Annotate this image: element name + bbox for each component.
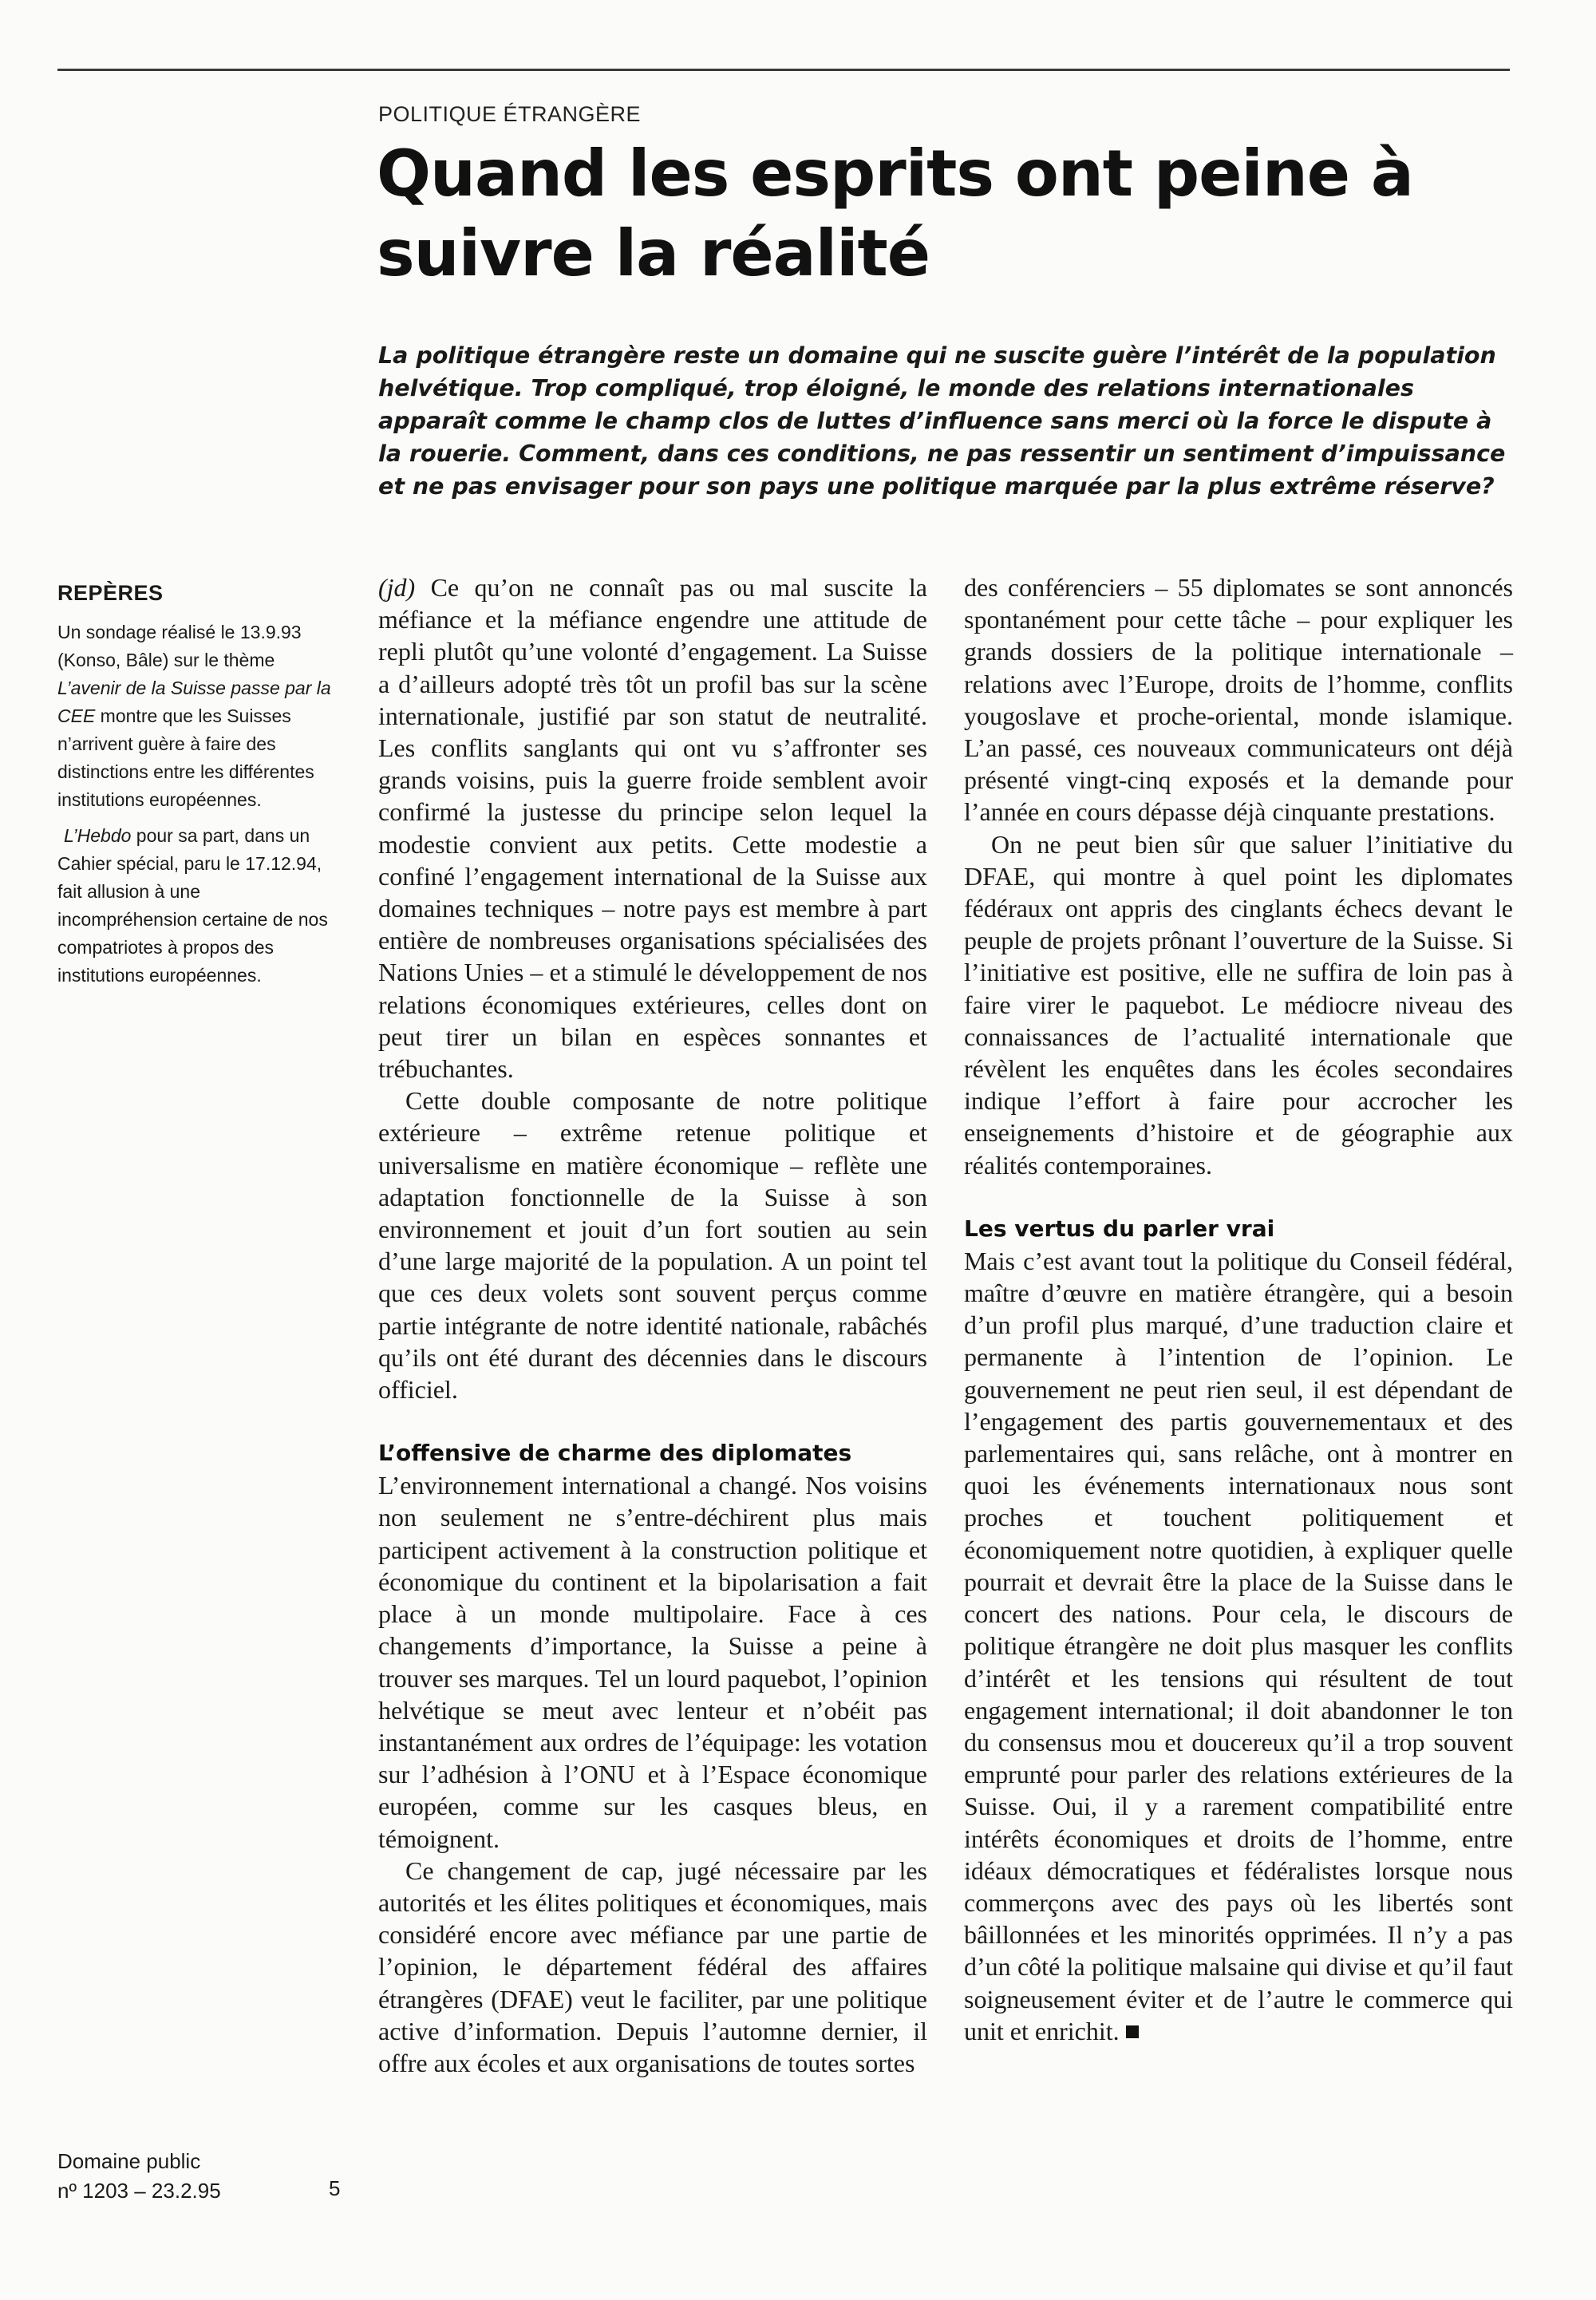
body-paragraph: Mais c’est avant tout la politique du Conseil fédéral, maître d’œuvre en matière étrangère, qui a besoin d’un profil plus marqué, d’une traduction claire et permanente à l’intention de l’opinion. Le gouvernement ne peut rien seul, il est dépendant de l’engagement des partis gouvernementaux et des parlementaires qui, sans relâche, ont à montrer en quoi les événements internationaux nous sont proches et touchent politiquement et économiquement notre quotidien, à expliquer quelle pourrait et devrait être la place de la Suisse dans le concert des nations. Pour cela, le discours de politique étrangère ne doit plus masquer les conflits d’intérêt et les tensions qui résultent de tout engagement international; il doit abandonner le ton du consensus mou et doucereux qu’il a trop souvent emprunté pour parler des relations extérieures de la Suisse. Oui, il y a rarement compatibilité entre intérêts économiques et droits de l’homme, entre idéaux démocratiques et fédéralistes lorsque nous commerçons avec des pays où les libertés sont bâillonnées et les minorités opprimées. Il n’y a pas d’un côté la politique malsaine qui divise et qu’il faut soigneusement éviter et de l’autre le commerce qui unit et enrichit. [964, 1246, 1513, 2045]
end-of-article-square-icon [1126, 2025, 1139, 2038]
body-paragraph: On ne peut bien sûr que saluer l’initiative du DFAE, qui montre à quel point les diplomates fédéraux ont appris des cinglants échecs devant le peuple de projets prônant l’ouverture de la Suisse. Si l’initiative est positive, elle ne suffira de loin pas à faire virer le paquebot. Le médiocre niveau des connaissances de l’actualité internationale que révèlent les enquêtes dans les écoles secondaires indique l’effort à faire pour accrocher les enseignements d’histoire et de géographie aux réalités contemporaines. [964, 829, 1513, 1180]
sidebar-reperes [57, 581, 338, 998]
article-column-1 [378, 571, 927, 2079]
article-title [377, 134, 1494, 294]
subheading-diplomates: L’offensive de charme des diplomates [378, 1440, 852, 1467]
body-paragraph: (jd) Ce qu’on ne connaît pas ou mal suscite la méfiance et la méfiance engendre une attitude de repli plutôt qu’une volonté d’engagement. La Suisse a d’ailleurs adopté très tôt un profil bas sur la scène internationale, justifié par son statut de neutralité. Les conflits sanglants qui ont vu s’affronter ses grands voisins, puis la guerre froide semblent avoir confirmé la justesse du principe selon lequel la modestie convient aux petits. Cette modestie a confiné l’engagement international de la Suisse aux domaines techniques – notre pays est membre à part entière de nombreuses organisations spécialisées des Nations Unies – et a stimulé le développement de nos relations économiques extérieures, celles dont on peut tirer un bilan en espèces sonnantes et trébuchantes. [378, 573, 927, 1084]
issue-info: nº 1203 – 23.2.95 [57, 2179, 221, 2203]
body-paragraph: L’environnement international a changé. Nos voisins non seulement ne s’entre-déchirent plus mais participent activement à la construction politique et économique du continent et la bipolarisation a fait place à un monde multipolaire. Face à ces changements d’importance, la Suisse a peine à trouver ses marques. Tel un lourd paquebot, l’opinion helvétique se meut avec lenteur et n’obéit pas instantanément aux ordres de l’équipage: les votation sur l’adhésion à l’ONU et à l’Espace économique européen, comme sur les casques bleus, en témoignent. [378, 1471, 927, 1853]
title-line-2: suivre la réalité [377, 216, 930, 290]
footer-publication [57, 2147, 361, 2206]
sidebar-cited-title: L’avenir de la Suisse passe par la CEE [57, 678, 331, 726]
top-rule [57, 69, 1510, 71]
subheading-parler-vrai: Les vertus du parler vrai [964, 1215, 1275, 1242]
body-paragraph: des conférenciers – 55 diplomates se sont annoncés spontanément pour cette tâche – pour expliquer les grands dossiers de la politique internationale – relations avec l’Europe, droits de l’homme, conflits yougoslave et proche-oriental, monde islamique. L’an passé, ces nouveaux communicateurs ont déjà présenté vingt-cinq exposés et la demande pour l’année en cours dépasse déjà cinquante prestations. [964, 573, 1513, 827]
article-column-2 [964, 571, 1513, 2047]
body-paragraph: Ce changement de cap, jugé nécessaire par les autorités et les élites politiques et économiques, mais considéré encore avec méfiance par une partie de l’opinion, le département fédéral des affaires étrangères (DFAE) veut le faciliter, par une politique active d’information. Depuis l’automne dernier, il offre aux écoles et aux organisations de toutes sortes [378, 1855, 927, 2077]
author-initials: (jd) [378, 573, 416, 602]
page-number: 5 [329, 2176, 341, 2200]
body-paragraph: Cette double composante de notre politique extérieure – extrême retenue politique et universalisme en matière économique – reflète une adaptation fonctionnelle de la Suisse à son environnement et jouit d’un fort soutien au sein d’une large majorité de la population. A un point tel que ces deux volets sont souvent perçus comme partie intégrante de notre identité nationale, rabâchés qu’ils ont été durant des décennies dans le discours officiel. [378, 1086, 927, 1405]
title-line-1: Quand les esprits ont peine à [377, 136, 1413, 211]
section-label: POLITIQUE ÉTRANGÈRE [378, 102, 642, 126]
publication-name: Domaine public [57, 2149, 201, 2173]
sidebar-cited-publication: L’Hebdo [64, 825, 132, 846]
sidebar-heading: REPÈRES [57, 581, 164, 605]
sidebar-paragraph-2: L’Hebdo pour sa part, dans un Cahier spécial, paru le 17.12.94, fait allusion à une incompréhension certaine de nos compatriotes à propos des institutions européennes. [57, 825, 328, 986]
sidebar-paragraph-1: Un sondage réalisé le 13.9.93 (Konso, Bâle) sur le thème L’avenir de la Suisse passe par la CEE montre que les Suisses n’arrivent guère à faire des distinctions entre les différentes institutions européennes. [57, 622, 331, 810]
article-lead: La politique étrangère reste un domaine qui ne suscite guère l’intérêt de la population helvétique. Trop compliqué, trop éloigné, le monde des relations internationales apparaît comme le champ clos de luttes d’influence sans merci où la force le dispute à la rouerie. Comment, dans ces conditions, ne pas ressentir un sentiment d’impuissance et ne pas envisager pour son pays une politique marquée par la plus extrême réserve? [378, 342, 1506, 500]
